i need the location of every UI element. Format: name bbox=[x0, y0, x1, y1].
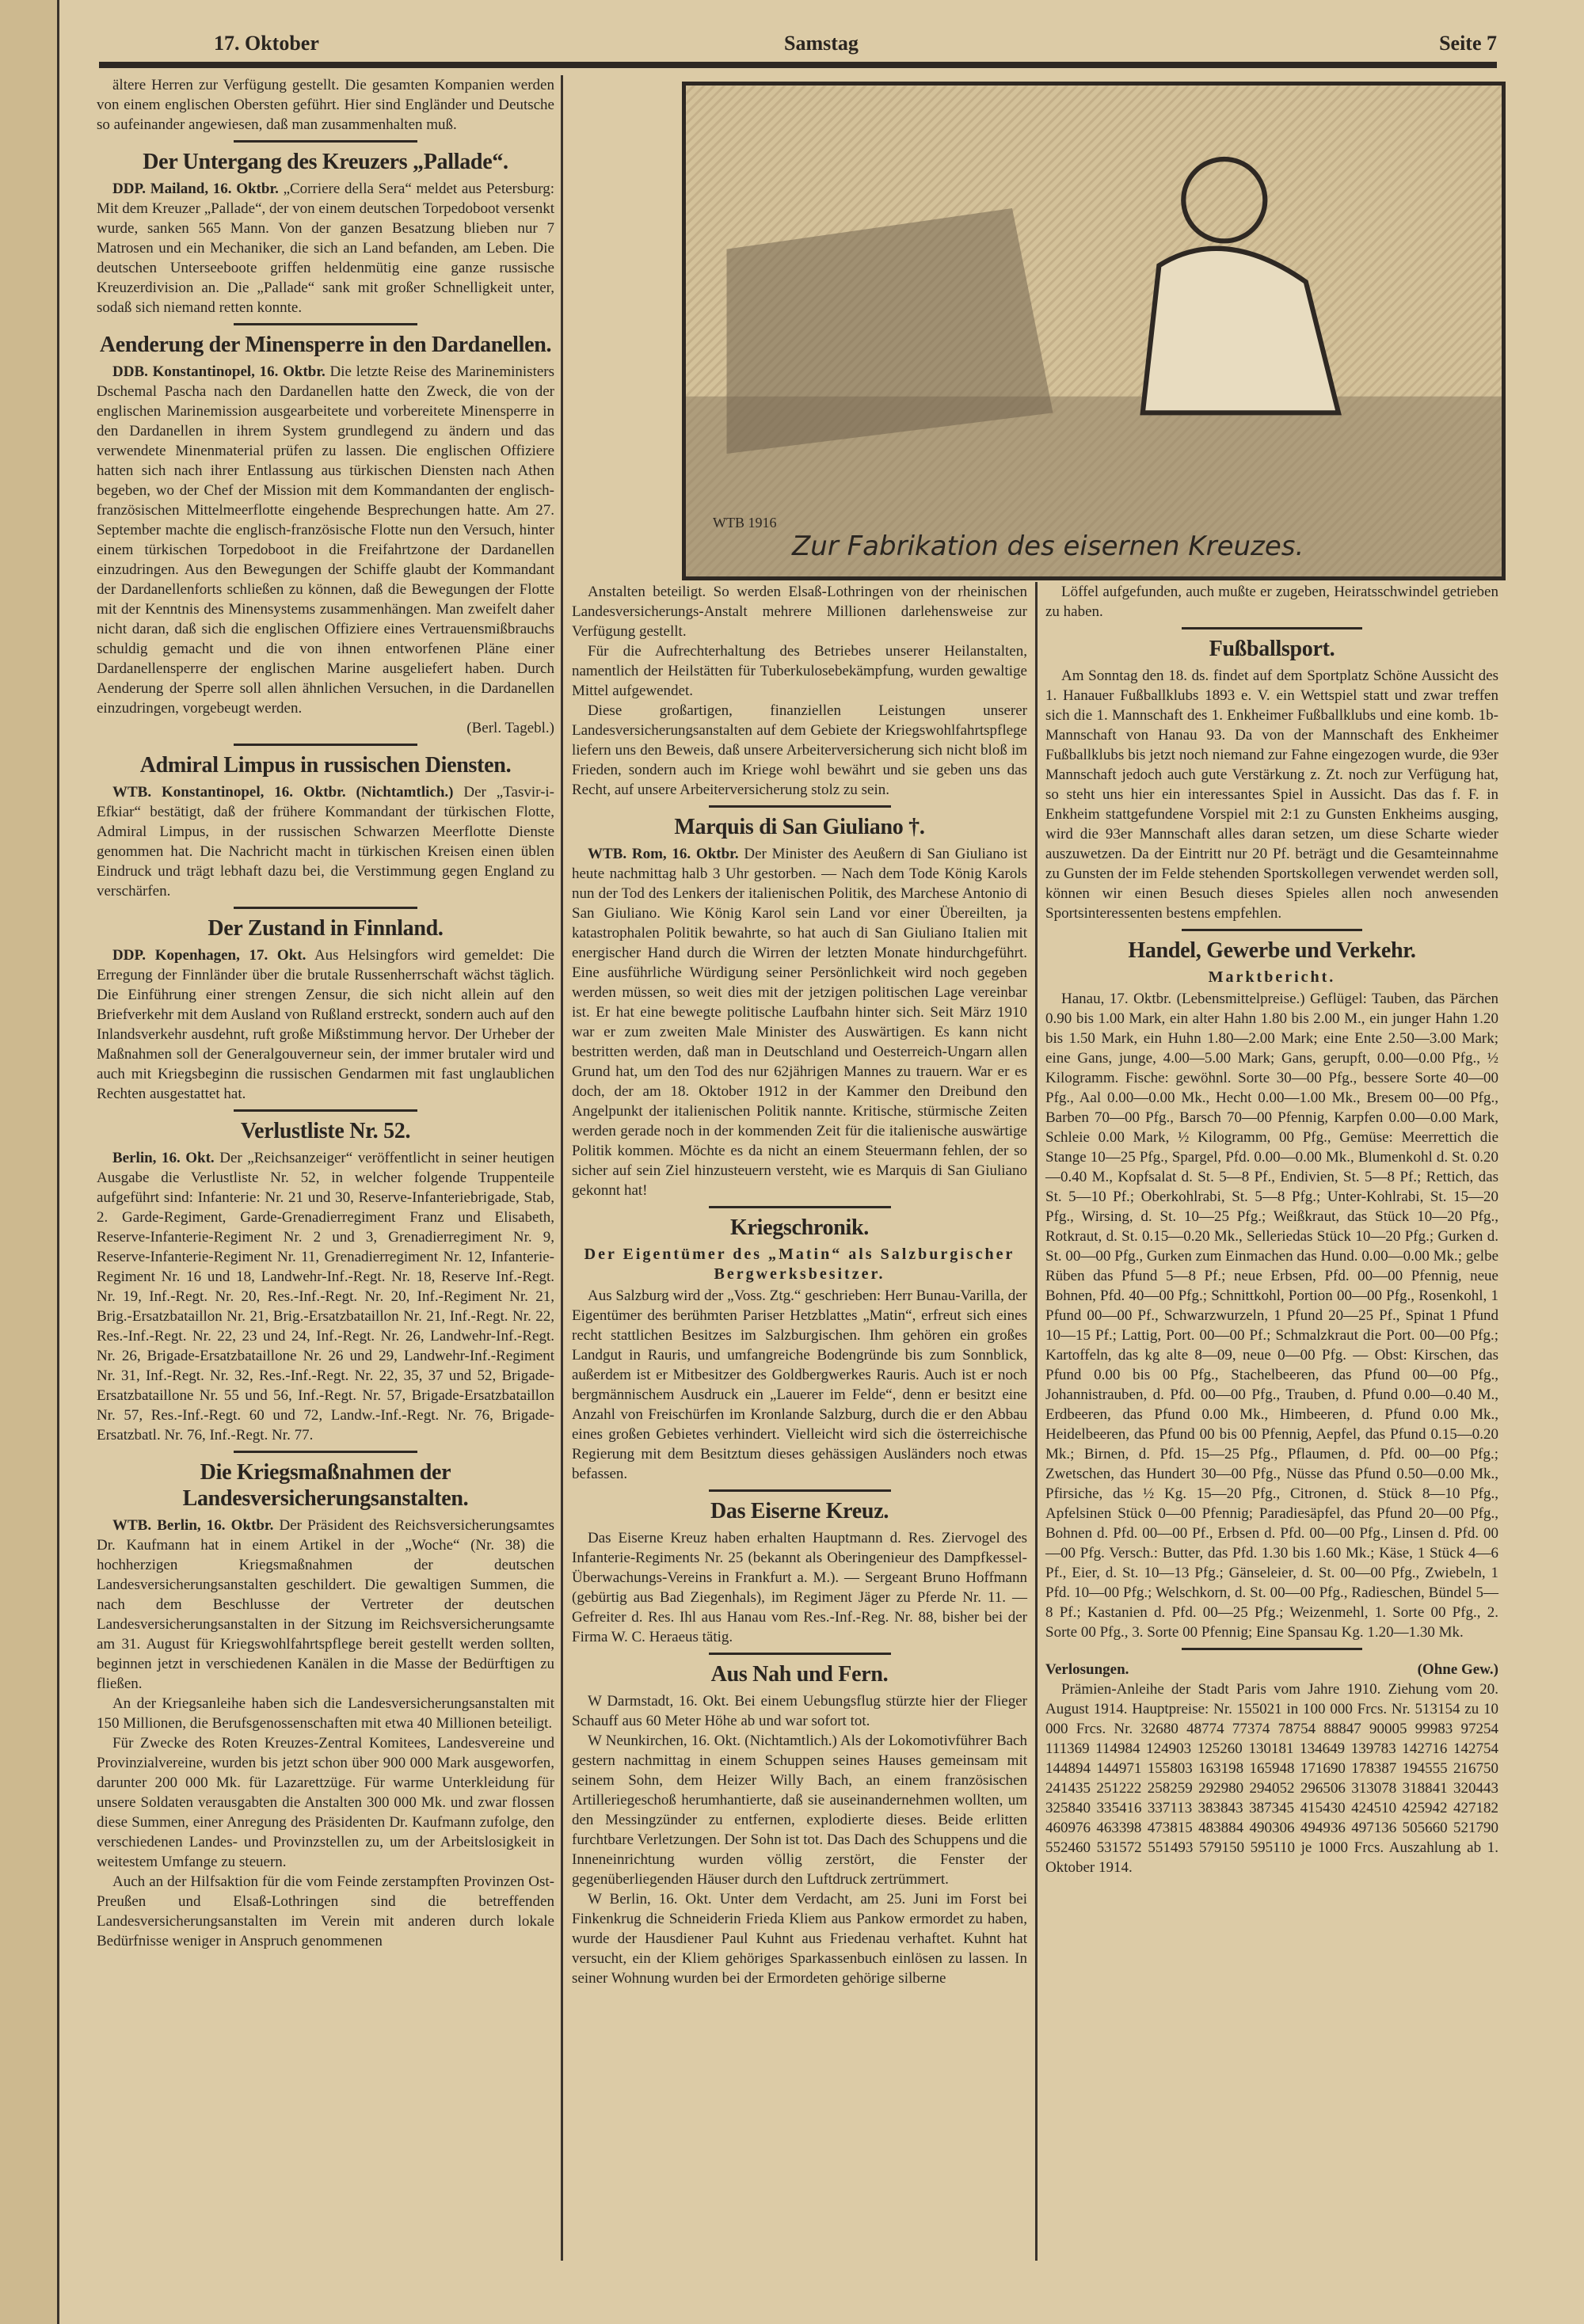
article-paragraph bbox=[97, 75, 554, 135]
paragraph-text: Das Eiserne Kreuz haben erhalten Hauptmann d. Res. Ziervogel des Infanterie-Regiments Nr. 25 (bekannt als Oberingenieur des Dampfkessel-Überwachungs-Vereins in Frankfurt a. M.). — Sergeant Bruno Hoffmann (gebürtig aus Bad Ziegenhals), im Regiment Jäger zu Pferde Nr. 11. — Gefreiter d. Res. Ihl aus Hanau vom Res.-Inf.-Reg. Nr. 88, bisher bei der Firma W. C. Heraeus tätig. bbox=[572, 1530, 1027, 1645]
dateline: DDP. Mailand, 16. Oktbr. bbox=[112, 181, 279, 197]
article-paragraph bbox=[572, 1691, 1027, 1731]
section-rule bbox=[234, 1109, 417, 1112]
article-headline: Verlustliste Nr. 52. bbox=[240, 1119, 411, 1143]
article-headline: Der Untergang des Kreuzers „Pallade“. bbox=[143, 150, 508, 174]
paragraph-text: Aus Salzburg wird der „Voss. Ztg.“ geschrieben: Herr Bunau-Varilla, der Eigentümer des berühmten Pariser Hetzblattes „Matin“, erfreut sich eines recht stattlichen Besitzes im Salzburgischen. Ihm gehören ein großes Landgut in Rauris, und umfangreiche Bodengründe bis zum Sonnblick, außerdem ist er Mitbesitzer des Goldbergwerkes Rauris. Auch ist er noch bergmännischem Ausdruck ein „Lauerer im Felde“, denn er besitzt eine Anzahl von Freischürfen im Kronlande Salzburg, durch die er den Abbau eines großen Gebietes verhindert. Vielleicht wird sich die österreichische Regierung mit dem Besitztum dieses gehässigen Ausländers noch etwas befassen. bbox=[572, 1288, 1027, 1482]
dateline: Berlin, 16. Okt. bbox=[112, 1150, 215, 1166]
illustration-signature: WTB 1916 bbox=[713, 515, 777, 531]
adjacent-page-edge bbox=[0, 0, 59, 2324]
article-paragraph bbox=[97, 362, 554, 718]
dateline: WTB. Rom, 16. Oktbr. bbox=[588, 846, 739, 862]
article-paragraph bbox=[1045, 989, 1498, 1642]
header-rule bbox=[99, 62, 1497, 68]
article bbox=[572, 582, 1027, 808]
article-paragraph bbox=[572, 582, 1027, 641]
article-paragraph bbox=[97, 1148, 554, 1445]
paragraph-text: Prämien-Anleihe der Stadt Paris vom Jahre 1910. Ziehung vom 20. August 1914. Hauptpreise: Nr. 155021 in 100 000 Frcs. Nr. 513154 zu 10 000 Frcs. Nr. 32680 48774 77374 78754 88847 90005 99983 97254 111369 114984 124903 125260 130181 134649 139783 142716 142754 144894 144971 155803 163198 165948 171690 178387 194555 216750 241435 251222 258259 292980 294052 296506 313078 318841 320443 325840 335416 337113 383843 387345 415430 424510 425942 427182 460976 463398 473815 483884 490306 494936 497136 505660 521790 552460 531572 551493 579150 595110 je 1000 Frcs. Auszahlung ab 1. Oktober 1914. bbox=[1045, 1681, 1498, 1876]
article-paragraph bbox=[1045, 1679, 1498, 1877]
article bbox=[97, 1459, 554, 1951]
article bbox=[572, 1215, 1027, 1492]
paragraph-text: „Corriere della Sera“ meldet aus Petersburg: Mit dem Kreuzer „Pallade“, der von einem deutschen Torpedoboot versenkt wurde, sanken 565 Mann. Von der ganzen Besatzung blieben nur 7 Matrosen und ein Mechaniker, die sich an Land befanden, am Leben. Die deutschen Unterseeboote griffen heldenmütig eine ganze russische Kreuzerdivision an. Die „Pallade“ sank mit großer Schnelligkeit unter, sodaß sich niemand retten konnte. bbox=[97, 181, 555, 316]
section-rule bbox=[709, 1489, 891, 1492]
lottery-note: (Ohne Gew.) bbox=[1417, 1661, 1498, 1678]
section-rule bbox=[709, 805, 891, 808]
header-page-number: Seite 7 bbox=[1439, 32, 1497, 55]
paragraph-text: W Darmstadt, 16. Okt. Bei einem Uebungsflug stürzte hier der Flieger Schauff aus 60 Meter Höhe ab und war sofort tot. bbox=[572, 1693, 1027, 1729]
article-paragraph bbox=[572, 1286, 1027, 1484]
paragraph-text: Löffel aufgefunden, auch mußte er zugeben, Heiratsschwindel getrieben zu haben. bbox=[1045, 584, 1498, 620]
column-right bbox=[1045, 582, 1498, 1877]
illustration bbox=[682, 82, 1506, 580]
article-source-credit: (Berl. Tagebl.) bbox=[466, 720, 554, 736]
article-subheadline: Marktbericht. bbox=[1208, 968, 1336, 986]
paragraph-text: Auch an der Hilfsaktion für die vom Feinde zerstampften Provinzen Ost-Preußen und Elsaß-Lothringen sind die betreffenden Landesversicherungsanstalten im Verein mit anderen durch lokale Bedürfnisse weniger in Anspruch genommenen bbox=[97, 1873, 554, 1949]
section-rule bbox=[234, 1451, 417, 1453]
article bbox=[1045, 582, 1498, 629]
article-paragraph bbox=[572, 1731, 1027, 1889]
article-paragraph bbox=[97, 1872, 554, 1951]
section-rule bbox=[234, 744, 417, 746]
paragraph-text: An der Kriegsanleihe haben sich die Landesversicherungsanstalten mit 150 Millionen, die Berufsgenossenschaften mit etwa 40 Millionen beteiligt. bbox=[97, 1695, 554, 1732]
article-headline: Der Zustand in Finnland. bbox=[208, 916, 444, 941]
dateline: WTB. Konstantinopel, 16. Oktbr. (Nichtamtlich.) bbox=[112, 784, 454, 801]
section-rule bbox=[709, 1206, 891, 1208]
article bbox=[572, 1661, 1027, 1988]
paragraph-text: Für die Aufrechterhaltung des Betriebes unserer Heilanstalten, namentlich der Heilstätten für Tuberkulosebekämpfung, wurden gewaltige Mittel aufgewendet. bbox=[572, 643, 1027, 699]
paragraph-text: Anstalten beteiligt. So werden Elsaß-Lothringen von der rheinischen Landesversicherungs-Anstalt mehrere Millionen darlehensweise zur Verfügung gestellt. bbox=[572, 584, 1027, 640]
dateline: DDB. Konstantinopel, 16. Oktbr. bbox=[112, 363, 326, 380]
article bbox=[1045, 938, 1498, 1650]
header-date: 17. Oktober bbox=[214, 32, 319, 55]
article bbox=[97, 149, 554, 325]
section-rule bbox=[234, 907, 417, 909]
article bbox=[97, 332, 554, 746]
article-paragraph bbox=[97, 782, 554, 901]
paragraph-text: Die letzte Reise des Marineministers Dschemal Pascha nach den Dardanellen hatte den Zweck, die von der englischen Marinemission ausgearbeitete und vorbereitete Minensperre in den Dardanellen in ihrem System grundlegend zu ändern und das verwendete Minenmaterial prüfen zu lassen. Die englischen Offiziere hatten sich nach ihrer Entlassung aus türkischen Diensten nach Athen begeben, wo der Chef der Mission mit dem Kommandanten der englisch-französischen Mittelmeerflotte eingehende Besprechungen hatte. Am 27. September machte die englisch-französische Flotte nun den Versuch, hinter einem türkischen Torpedoboot in die Freifahrtzone der Dardanellen einzudringen. Aus den Bewegungen der Schiffe glaubt der Kommandant der Dardanellenforts schließen zu können, daß die Bewegungen der Flotte mit der Kenntnis des Minensystems zusammenhängen. Man zweifelt daher nicht daran, daß sich die englischen Offiziere eines Vertrauensmißbrauchs schuldig gemacht und die von ihnen entworfenen Pläne einer Dardanellensperre der englischen Marine ausgeliefert haben. Durch Aenderung der Sperre soll allen ähnlichen Versuchen, in die Dardanellen einzudringen, vorgebeugt werden. bbox=[97, 363, 554, 717]
column-divider bbox=[1035, 582, 1038, 2261]
article bbox=[97, 915, 554, 1112]
paragraph-text: Der Präsident des Reichsversicherungsamtes Dr. Kaufmann hat in einem Artikel in der „Woche“ (Nr. 38) die hochherzigen Kriegsmaßnahmen der deutschen Landesversicherungsanstalten geschildert. Die gewaltigen Summen, die nach dem Beschlusse der Vertreter der deutschen Landesversicherungsanstalten in der Sitzung im Reichsversicherungsamte am 31. August für Kriegswohlfahrtspflege bereit gestellt werden sollten, beginnen jetzt in verschiedenen Kanälen in die Masse der Bedürftigen zu fließen. bbox=[97, 1517, 554, 1692]
paragraph-text: Der Minister des Aeußern di San Giuliano ist heute nachmittag halb 3 Uhr gestorben. — Nach dem Tode König Karols nun der Tod des Lenkers der italienischen Politik, des Marchese Antonio di San Giuliano. Wie König Karol sein Land vor einer Übereilten, ja katastrophalen Politik bewahrte, so hat auch di San Giuliano Italien mit energischer Hand durch die Wirren der letzten Monate hindurchgeführt. Eine ausführliche Würdigung seiner Persönlichkeit wird noch gegeben werden müssen, so weit dies mit der jetzigen politischen Lage vereinbar ist. Er hat eine bewegte politische Laufbahn hinter sich. Seit März 1910 war er zum zweiten Male Minister des Auswärtigen. Es kann nicht bestritten werden, daß man in Deutschland und Oesterreich-Ungarn allen Grund hat, um den Tod des nur 62jährigen Mannes zu trauern. War er es doch, der am 18. Oktober 1912 in der Kammer den Dreibund den Angelpunkt der italienischen Politik nannte. Kritische, stürmische Zeiten werden gerade noch in der kommenden Zeit für die italienische auswärtige Politik kommen. Möchte es da nicht an einem Steuermann fehlen, der so sicher auf sein Ziel hinzusteuern versteht, wie es Marquis di San Giuliano gekonnt hat! bbox=[572, 846, 1028, 1199]
article-paragraph bbox=[572, 1528, 1027, 1647]
article-paragraph bbox=[97, 1516, 554, 1694]
article-paragraph bbox=[572, 844, 1027, 1200]
article-headline: Aenderung der Minensperre in den Dardanellen. bbox=[99, 333, 552, 357]
section-rule bbox=[1182, 1648, 1363, 1650]
page-header bbox=[103, 32, 1497, 60]
paragraph-text: Am Sonntag den 18. ds. findet auf dem Sportplatz Schöne Aussicht des 1. Hanauer Fußballklubs 1893 e. V. ein Wettspiel statt und zwar treffen sich die 1. Mannschaft des 1. Enkheimer Fußballklubs und eine komb. 1b-Mannschaft von Hanau 93. Da von der Mannschaft des Enkheimer Fußballklubs bis jetzt noch niemand zur Fahne eingezogen wurde, die 93er Mannschaft jedoch auch gute Verstärkung z. Zt. noch zur Verfügung hat, so steht uns hier ein interessantes Spiel in Aussicht. Das das f. F. in Enkheim stattgefundene Vorspiel mit 2:1 zu Gunsten Enkheims ausging, wird die 93er Mannschaft alles daran setzen, um diese Scharte wieder auszuwetzen. Da der Eintritt nur 20 Pf. beträgt und die Gesamteinnahme zu Gunsten der im Felde stehenden Sportskollegen verwendet werden soll, können wir einen Besuch dieses Spieles allen noch anwesenden Sportsinteressenten bestens empfehlen. bbox=[1045, 668, 1498, 922]
lottery-label: Verlosungen. bbox=[1045, 1661, 1129, 1678]
article bbox=[572, 814, 1027, 1208]
article-paragraph bbox=[1045, 666, 1498, 923]
header-day: Samstag bbox=[784, 32, 859, 55]
article bbox=[572, 1498, 1027, 1655]
article-paragraph bbox=[1045, 582, 1498, 622]
section-rule bbox=[709, 1653, 891, 1655]
paragraph-text: Hanau, 17. Oktbr. (Lebensmittelpreise.) Geflügel: Tauben, das Pärchen 0.90 bis 1.00 Mark, ein alter Hahn 1.80 bis 2.00 M., ein junger Hahn 1.20 bis 1.50 Mark, ein Huhn 1.80—2.00 Mark; eine Ente 2.50—3.00 Mark; eine Gans, junge, 4.00—5.00 Mark; Gans, gerupft, 0.00—0.00 Pfg., ½ Kilogramm. Fische: gewöhnl. Sorte 30—00 Pfg., bessere Sorte 40—00 Pfg., Aal 0.00—0.00 Mk., Hecht 0.00—1.00 Mk., Bresem 00—00 Pfg., Barben 70—00 Pfg., Barsch 70—00 Pfennig, Karpfen 0.00—0.00 Mark, Schleie 0.00 Mark, ½ Kilogramm, 00 Pfg., Gemüse: Meerrettich die Stange 10—25 Pfg., Spargel, Pfd. 0.00—0.00 Mk., Blumenkohl d. St. 0.20—0.40 M., Kopfsalat d. St. 5—8 Pf., Endivien, St. 5—8 Pf.; Rettich, das St. 5—10 Pf.; Oberkohlrabi, St. 5—8 Pfg.; Unter-Kohlrabi, St. 15—20 Pfg., Wirsing, d. St. 10—25 Pfg.; Weißkraut, das Stück 10—20 Pfg., Rotkraut, d. St. 0.15—0.20 Mk., Selleriedas Stück 10—20 Pfg.; Gurken d. St. 00—00 Pfg., Gurken zum Einmachen das Hund. 0.00—0.00 Mk.; gelbe Rüben das Pfund 5—8 Pf.; neue Erbsen, Pfd. 00—00 Pfennig, neue Bohnen, Pfd. 40—00 Pfg.; Schnittkohl, Portion 00—00 Pfg., Rosenkohl, 1 Pfund 00—00 Pf., Schwarzwurzeln, 1 Pfund 20—25 Pf., Spinat 1 Pfund 10—15 Pf.; Lattig, Port. 00—00 Pf.; Schmalzkraut die Port. 00—00 Pfg.; Kartoffeln, das kg alte 8—09, neue 0—00 Pfg. — Obst: Kirschen, das Pfund 0.00 bis 00 Pfg., Stachelbeeren, das Pfund 00—00 Pfg., Johannistrauben, d. Pfd. 00—00 Pfg., Trauben, d. Pfund 0.00—0.40 M., Erdbeeren, das Pfund 0.00 Mk., Himbeeren, d. Pfund 0.00 Mk., Heidelbeeren, das Pfund 00 bis 00 Pfennig, Aepfel, das Pfund 0.15—0.20 Mk.; Birnen, d. Pfd. 15—25 Pfg., Pflaumen, d. Pfd. 00—00 Pfg.; Zwetschen, das Hundert 30—00 Pfg., Nüsse das Pfund 0.50—0.00 Mk., Pfirsiche, das ½ Kg. 15—20 Pfg., Citronen, d. Stück 8—10 Pfg., Apfelsinen Stück 0—00 Pfennig; Paradiesäpfel, das Pfund 20—00 Pfg., Bohnen d. Pfd. 00—00 Pf., Erbsen d. Pfd. 00—00 Pfg., Linsen d. Pfd. 00—00 Pfg. Versch.: Butter, das Pfd. 1.30 bis 1.60 Mk.; Käse, 1 Stück 4—6 Pf., Eier, d. St. 10—13 Pfg.; Gänseleier, d. St. 00—00 Pfg., Zwiebeln, 1 Pfd. 10—00 Pfg.; Welschkorn, d. St. 00—00 Pfg., Radieschen, Bündel 5—8 Pf.; Kastanien d. Pfd. 00—25 Pfg.; Weizenmehl, 1. Sorte 00 Pfg., 2. Sorte 00 Pfg., 3. Sorte 00 Pfennig; Eine Spansau Kg. 1.20—1.30 Mk. bbox=[1045, 991, 1498, 1641]
column-middle bbox=[572, 582, 1027, 1988]
article-paragraph bbox=[97, 945, 554, 1104]
article bbox=[97, 1118, 554, 1453]
article bbox=[1045, 1660, 1498, 1877]
paragraph-text: Der „Tasvir-i-Efkiar“ bestätigt, daß der frühere Kommandant der türkischen Flotte, Admiral Limpus, in der russischen Schwarzen Meerflotte Dienste genommen hat. Die Nachricht macht in türkischen Kreisen einen üblen Eindruck und trägt lebhaft dazu bei, die Verstimmung gegen England zu verschärfen. bbox=[97, 784, 555, 900]
article bbox=[97, 75, 554, 143]
illustration-caption: Zur Fabrikation des eisernen Kreuzes. bbox=[792, 531, 1304, 562]
paragraph-text: ältere Herren zur Verfügung gestellt. Die gesamten Kompanien werden von einem englischen Obersten geführt. Hier sind Engländer und Deutsche so aufeinander angewiesen, daß man zusammenhalten muß. bbox=[97, 77, 554, 133]
article-paragraph bbox=[97, 179, 554, 318]
article-headline: Kriegschronik. bbox=[730, 1215, 869, 1240]
article-subheadline: Der Eigentümer des „Matin“ als Salzburgischer Bergwerksbesitzer. bbox=[584, 1246, 1015, 1283]
section-rule bbox=[1182, 627, 1363, 629]
paragraph-text: Aus Helsingfors wird gemeldet: Die Erregung der Finnländer über die brutale Russenherrschaft wächst täglich. Die Einführung einer strengen Zensur, die sich nicht allein auf den Briefverkehr mit dem Ausland von Rußland erstreckt, sondern auch auf den Inlandsverkehr ausdehnt, ruft große Mißstimmung hervor. Der Urheber der Maßnahmen soll der Generalgouverneur sein, der immer brutaler wird und auch mit Kriegsbeginn die russischen Gendarmen mit fast unglaublichen Rechten ausgestattet hat. bbox=[97, 947, 554, 1102]
article-paragraph bbox=[97, 1694, 554, 1733]
column-divider bbox=[561, 75, 563, 2261]
article-headline: Fußballsport. bbox=[1209, 637, 1335, 661]
article-headline: Admiral Limpus in russischen Diensten. bbox=[139, 753, 512, 778]
paragraph-text: Der „Reichsanzeiger“ veröffentlicht in seiner heutigen Ausgabe die Verlustliste Nr. 52, in welcher folgende Truppenteile aufgeführt sind: Infanterie: Nr. 21 und 30, Reserve-Infanteriebrigade, Stab, 2. Garde-Regiment, Garde-Grenadierregiment Franz und Elisabeth, Reserve-Infanterie-Regiment Nr. 2 und 3, Grenadierregiment Nr. 9, Reserve-Infanterie-Regiment Nr. 11, Grenadierregiment Nr. 12, Infanterie-Regiment Nr. 16 und 18, Landwehr-Inf.-Regt. Nr. 18, Reserve Inf.-Regt. Nr. 19, Inf.-Regt. Nr. 20, Res.-Inf.-Regt. Nr. 20, Inf.-Regiment Nr. 21, Brig.-Ersatzbataillon Nr. 21, Brig.-Ersatzbataillon Nr. 21, Inf.-Regt. Nr. 22, Res.-Inf.-Regt. Nr. 22, 23 und 24, Inf.-Regt. Nr. 26, Landwehr-Inf.-Regt. Nr. 26, Brigade-Ersatzbataillone Nr. 26 und 29, Landwehr-Inf.-Regiment Nr. 31, Inf.-Regt. Nr. 32, Res.-Inf.-Regt. Nr. 22, 35, 37 und 52, Brigade-Ersatzbataillone Nr. 55 und 56, Inf.-Regt. Nr. 57, Brigade-Ersatzbataillon Nr. 57, Res.-Inf.-Regt. 60 und 72, Landw.-Inf.-Regt. Nr. 76, Brigade-Ersatzbatl. Nr. 76, Inf.-Regt. Nr. 77. bbox=[97, 1150, 554, 1443]
article-paragraph bbox=[572, 701, 1027, 800]
article-paragraph bbox=[572, 1889, 1027, 1988]
dateline: WTB. Berlin, 16. Oktbr. bbox=[112, 1517, 274, 1534]
section-rule bbox=[234, 323, 417, 325]
article-paragraph bbox=[572, 641, 1027, 701]
article-paragraph bbox=[97, 1733, 554, 1872]
article bbox=[1045, 636, 1498, 931]
section-rule bbox=[1182, 929, 1363, 931]
article bbox=[97, 752, 554, 909]
paragraph-text: Diese großartigen, finanziellen Leistungen unserer Landesversicherungsanstalten auf dem Gebiete der Kriegswohlfahrtspflege liefern uns den Beweis, daß unsere Arbeiterversicherung sich nicht bloß im Frieden, sondern auch im Kriege wohl bewährt und sie geben uns das Recht, auf unsere Arbeiterversicherung stolz zu sein. bbox=[572, 702, 1027, 798]
article-headline: Marquis di San Giuliano †. bbox=[674, 815, 925, 839]
article-headline: Die Kriegsmaßnahmen der Landesversicherungsanstalten. bbox=[182, 1460, 469, 1511]
paragraph-text: Für Zwecke des Roten Kreuzes-Zentral Komitees, Landesvereine und Provinzialvereine, wurden bis jetzt schon über 900 000 Mark ausgeworfen, darunter 200 000 Mk. für Lazarettzüge. Für warme Unterkleidung für unsere Soldaten verausgabten die Anstalten 300 000 Mk. und zwar flossen diese Summen, einer Anregung des Präsidenten Dr. Kaufmann zufolge, den verschiedenen Landes- und Provinzstellen zu, um der Arbeitslosigkeit in weitestem Umfange zu steuern. bbox=[97, 1735, 554, 1870]
paragraph-text: W Berlin, 16. Okt. Unter dem Verdacht, am 25. Juni im Forst bei Finkenkrug die Schneiderin Frieda Kliem aus Pankow ermordet zu haben, wurde der Hausdiener Paul Kuhnt aus Friedenau verhaftet. Kuhnt hat versucht, ein der Kliem gehöriges Sparkassenbuch einlösen zu lassen. In seiner Wohnung wurden bei der Ermordeten gehörige silberne bbox=[572, 1891, 1027, 1987]
engraver-drawing-icon bbox=[686, 86, 1502, 576]
article-headline: Das Eiserne Kreuz. bbox=[710, 1499, 889, 1523]
paragraph-text: W Neunkirchen, 16. Okt. (Nichtamtlich.) Als der Lokomotivführer Bach gestern nachmittag in einem Schuppen seines Hauses gemeinsam mit seinem Sohn, dem Heizer Willy Bach, an einem französischen Artilleriegeschoß herumhantierte, daß sie auseinandernehmen wollten, um den Messingzünder zu entfernen, explodierte dieses. Beide erlitten furchtbare Verletzungen. Der Sohn ist tot. Das Dach des Schuppens und die Inneneinrichtung wurden völlig zerstört, die Fenster der gegenüberliegenden Häuser durch den Luftdruck zertrümmert. bbox=[572, 1733, 1027, 1888]
lottery-header bbox=[1045, 1660, 1498, 1679]
article-headline: Aus Nah und Fern. bbox=[710, 1662, 889, 1687]
column-left bbox=[97, 75, 554, 1951]
dateline: DDP. Kopenhagen, 17. Okt. bbox=[112, 947, 307, 964]
article-headline: Handel, Gewerbe und Verkehr. bbox=[1128, 938, 1416, 963]
section-rule bbox=[234, 140, 417, 143]
